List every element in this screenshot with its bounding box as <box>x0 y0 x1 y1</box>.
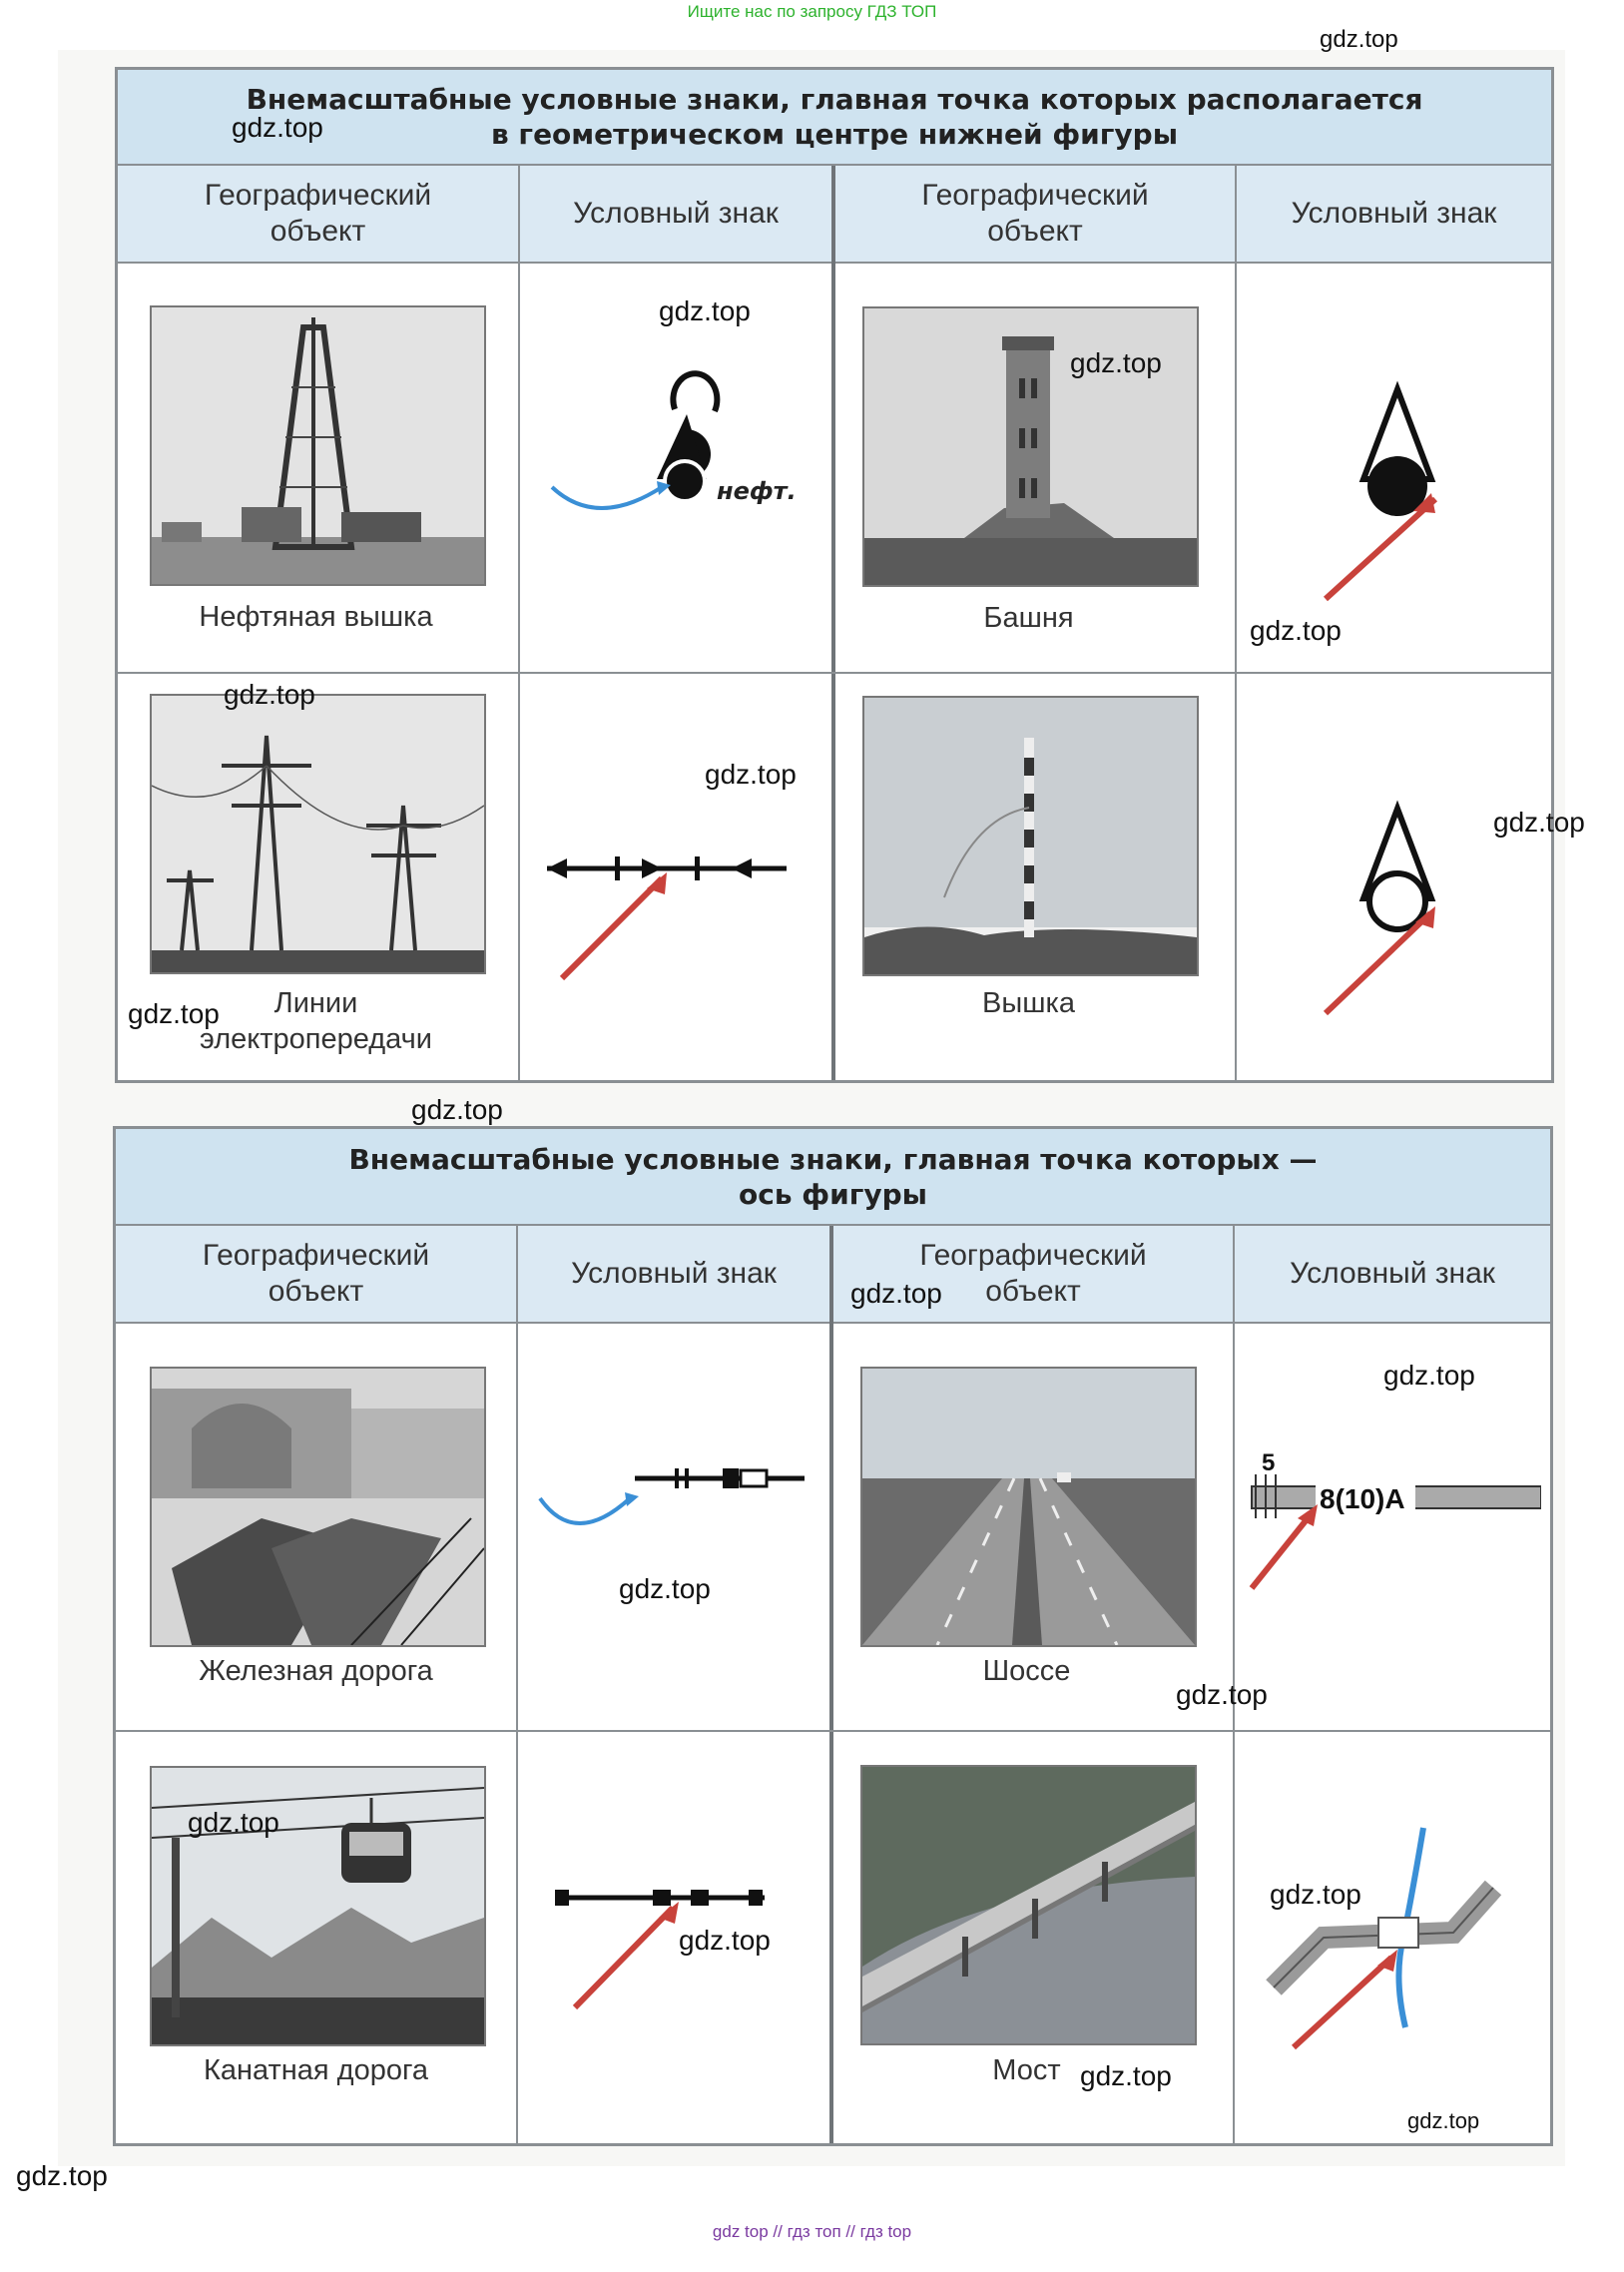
divider <box>831 166 835 1080</box>
table2-header-sign-right <box>1235 1226 1550 1324</box>
divider <box>516 1226 518 2143</box>
header-object-l1: Географический <box>204 179 432 212</box>
highway-photo <box>860 1367 1197 1647</box>
watermark: gdz.top <box>659 295 751 326</box>
watermark: gdz.top <box>1493 807 1585 838</box>
oil-derrick-symbol <box>547 369 807 529</box>
watermark: gdz.top <box>1320 26 1398 53</box>
watermark: gdz.top <box>1250 615 1342 646</box>
bridge-symbol <box>1254 1808 1543 2107</box>
table1-header-object-right <box>835 166 1235 264</box>
table2-header-sign-left <box>518 1226 829 1324</box>
blue-arrow-icon <box>552 487 662 508</box>
power-lines-caption-l1: Линии <box>273 987 358 1019</box>
mast-photo <box>862 696 1199 976</box>
line-arrow-right-icon <box>732 858 752 878</box>
railway-tick <box>675 1468 679 1488</box>
red-arrow-icon <box>575 1908 673 2007</box>
header-object-l2: объект <box>987 215 1083 248</box>
table-axis <box>113 1126 1553 2146</box>
watermark: gdz.top <box>1383 1360 1475 1391</box>
table1-header-object-left <box>118 166 518 264</box>
table1-title-line2: в геометрическом центре нижней фигуры <box>490 118 1179 151</box>
red-arrow-icon <box>562 878 662 978</box>
oil-rig-photo <box>150 305 486 586</box>
table1-header-sign-right <box>1237 166 1551 264</box>
divider <box>116 1730 1550 1732</box>
derrick-circle <box>665 461 705 501</box>
watermark: gdz.top <box>128 998 220 1029</box>
blue-arrowhead-icon <box>625 1492 639 1506</box>
watermark: gdz.top <box>1070 347 1162 378</box>
divider <box>829 1226 833 2143</box>
highway-image <box>862 1369 1195 1645</box>
table1-title <box>118 70 1551 166</box>
header-sign: Условный знак <box>573 197 779 230</box>
watermark: gdz.top <box>188 1807 279 1838</box>
highway-symbol <box>1242 1438 1541 1638</box>
red-arrow-icon <box>1294 1958 1391 2047</box>
highway-label: 8(10)А <box>1320 1483 1405 1514</box>
mast-caption: Вышка <box>982 987 1075 1019</box>
station-right-shape <box>741 1470 767 1486</box>
highway-width-label: 5 <box>1262 1449 1276 1476</box>
mast-circle-shape <box>1369 873 1425 929</box>
watermark: gdz.top <box>1270 1879 1361 1910</box>
power-line-symbol <box>537 789 816 1028</box>
table2-title-line2: ось фигуры <box>739 1177 927 1211</box>
power-lines-caption-l2: электропередачи <box>200 1023 432 1055</box>
tower-symbol <box>1236 289 1549 669</box>
line-tick <box>695 856 700 880</box>
header-sign: Условный знак <box>571 1257 777 1290</box>
header-object-l1: Географический <box>202 1239 430 1272</box>
watermark: gdz.top <box>411 1094 503 1125</box>
blue-arrow-icon <box>540 1498 630 1523</box>
railway-caption: Железная дорога <box>199 1655 433 1687</box>
line-arrow-mid-icon <box>642 858 662 878</box>
cable-car-shape <box>653 1890 671 1906</box>
watermark: gdz.top <box>232 112 323 143</box>
watermark: gdz.top <box>850 1278 942 1309</box>
railway-tick <box>685 1468 689 1488</box>
bridge-photo <box>860 1765 1197 2045</box>
highway-caption: Шоссе <box>982 1655 1071 1687</box>
station-left-shape <box>723 1468 739 1488</box>
derrick-hook-shape <box>673 373 717 411</box>
oil-rig-image <box>152 307 484 584</box>
red-arrow-icon <box>1326 499 1435 599</box>
oil-label: нефт. <box>717 477 797 505</box>
header-sign: Условный знак <box>1290 1257 1495 1290</box>
watermark: gdz.top <box>224 679 315 710</box>
table2-header-object-left <box>116 1226 516 1324</box>
bridge-span-shape <box>1378 1918 1418 1948</box>
table-center-point <box>115 67 1554 1083</box>
watermark: gdz.top <box>1176 1679 1268 1710</box>
divider <box>518 166 520 1080</box>
power-lines-image <box>152 696 484 972</box>
table1-header-sign-left <box>520 166 831 264</box>
header-object-l1: Географический <box>919 1239 1147 1272</box>
railway-photo <box>150 1367 486 1647</box>
watermark: gdz.top <box>1080 2060 1172 2091</box>
watermark: gdz.top <box>1407 2108 1480 2133</box>
railway-symbol <box>535 1448 814 1568</box>
table2-title-line1: Внемасштабные условные знаки, главная точка которых — <box>348 1142 1318 1176</box>
divider <box>118 672 1551 674</box>
table1-title-line1: Внемасштабные условные знаки, главная точка которых располагается <box>246 83 1423 116</box>
table2-title <box>116 1129 1550 1226</box>
watermark: gdz.top <box>619 1573 711 1604</box>
line-arrow-left-icon <box>547 858 567 878</box>
red-arrow-icon <box>1326 913 1430 1013</box>
bridge-caption: Мост <box>992 2054 1061 2086</box>
cable-car-shape <box>691 1890 709 1906</box>
bottom-banner[interactable]: gdz top // гдз топ // гдз top <box>712 2222 912 2241</box>
railway-image <box>152 1369 484 1645</box>
power-lines-photo <box>150 694 486 974</box>
bridge-image <box>862 1767 1195 2043</box>
watermark: gdz.top <box>16 2160 108 2191</box>
cable-station-shape <box>749 1890 763 1906</box>
tower-caption: Башня <box>983 602 1074 634</box>
watermark: gdz.top <box>705 759 797 790</box>
cable-station-shape <box>555 1890 569 1906</box>
line-tick <box>615 856 620 880</box>
header-object-l2: объект <box>270 215 366 248</box>
mast-image <box>864 698 1197 974</box>
oil-rig-caption: Нефтяная вышка <box>199 601 433 633</box>
header-object-l2: объект <box>985 1275 1081 1308</box>
red-arrow-icon <box>1252 1513 1312 1588</box>
watermark: gdz.top <box>679 1925 771 1956</box>
cable-car-caption: Канатная дорога <box>203 2054 429 2086</box>
header-object-l2: объект <box>268 1275 364 1308</box>
header-sign: Условный знак <box>1291 197 1497 230</box>
header-object-l1: Географический <box>921 179 1149 212</box>
top-banner[interactable]: Ищите нас по запросу ГДЗ ТОП <box>687 2 937 21</box>
